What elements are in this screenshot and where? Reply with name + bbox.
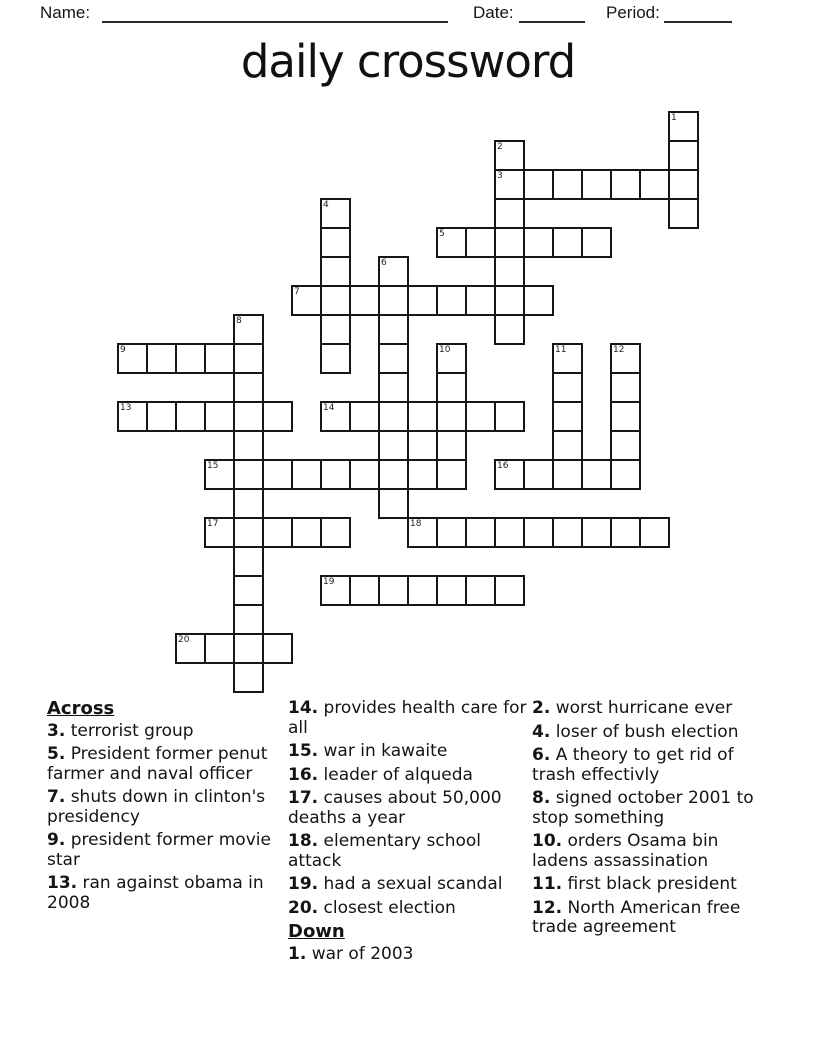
grid-cell-13-1[interactable] (494, 140, 525, 171)
grid-cell-14-14[interactable] (523, 517, 554, 548)
cell-number: 13 (120, 403, 132, 413)
grid-cell-17-12[interactable] (610, 459, 641, 490)
grid-cell-17-14[interactable] (610, 517, 641, 548)
grid-cell-16-14[interactable] (581, 517, 612, 548)
grid-cell-3-18[interactable] (204, 633, 235, 664)
clue-column-across (47, 699, 284, 917)
grid-cell-4-11[interactable] (233, 430, 264, 461)
cell-number: 15 (207, 461, 219, 471)
grid-cell-14-2[interactable] (523, 169, 554, 200)
grid-cell-7-14[interactable] (320, 517, 351, 548)
clue-number: 7. (47, 787, 66, 807)
cell-number: 16 (497, 461, 509, 471)
cell-number: 7 (294, 287, 300, 297)
grid-cell-15-9[interactable] (552, 372, 583, 403)
clue-number: 3. (47, 720, 66, 741)
grid-cell-6-6[interactable] (291, 285, 322, 316)
clue-number: 14. (288, 698, 319, 718)
grid-cell-2-10[interactable] (175, 401, 206, 432)
clue-number: 10. (532, 831, 563, 851)
clue-number: 20. (288, 897, 319, 918)
clue-number: 11. (532, 874, 563, 894)
grid-cell-0-10[interactable] (117, 401, 148, 432)
grid-cell-10-16[interactable] (407, 575, 438, 606)
grid-cell-8-10[interactable] (349, 401, 380, 432)
clue-item: 11. first black president (532, 874, 737, 894)
grid-cell-11-8[interactable] (436, 343, 467, 374)
grid-cell-8-12[interactable] (349, 459, 380, 490)
grid-cell-16-2[interactable] (581, 169, 612, 200)
grid-cell-17-11[interactable] (610, 430, 641, 461)
clue-item: 15. war in kawaite (288, 741, 448, 761)
grid-cell-4-19[interactable] (233, 662, 264, 693)
clue-item: 19. had a sexual scandal (288, 874, 503, 894)
grid-cell-10-14[interactable] (407, 517, 438, 548)
grid-cell-10-12[interactable] (407, 459, 438, 490)
grid-cell-12-14[interactable] (465, 517, 496, 548)
clue-item: 20. closest election (288, 897, 456, 918)
grid-cell-4-9[interactable] (233, 372, 264, 403)
grid-cell-4-8[interactable] (233, 343, 264, 374)
grid-cell-10-10[interactable] (407, 401, 438, 432)
clue-number: 9. (47, 830, 66, 850)
grid-cell-9-16[interactable] (378, 575, 409, 606)
grid-cell-4-12[interactable] (233, 459, 264, 490)
grid-cell-5-18[interactable] (262, 633, 293, 664)
clue-item: 4. loser of bush election (532, 721, 739, 742)
grid-cell-12-6[interactable] (465, 285, 496, 316)
grid-cell-8-6[interactable] (349, 285, 380, 316)
grid-cell-7-16[interactable] (320, 575, 351, 606)
clue-section-header: Down (288, 921, 345, 942)
clue-number: 19. (288, 874, 319, 894)
clue-item: 8. signed october 2001 to stop something (532, 788, 754, 828)
clue-number: 12. (532, 897, 563, 918)
name-label: Name: (40, 3, 91, 22)
grid-cell-17-2[interactable] (610, 169, 641, 200)
cell-number: 4 (323, 200, 329, 210)
clue-item: 13. ran against obama in 2008 (47, 873, 264, 913)
cell-number: 3 (497, 171, 503, 181)
grid-cell-11-4[interactable] (436, 227, 467, 258)
clue-column-down (532, 699, 758, 942)
grid-cell-19-0[interactable] (668, 111, 699, 142)
grid-cell-11-11[interactable] (436, 430, 467, 461)
clue-item: 17. causes about 50,000 deaths a year (288, 788, 502, 828)
grid-cell-16-12[interactable] (581, 459, 612, 490)
clue-number: 6. (532, 745, 551, 765)
grid-cell-5-10[interactable] (262, 401, 293, 432)
grid-cell-7-8[interactable] (320, 343, 351, 374)
grid-cell-9-7[interactable] (378, 314, 409, 345)
grid-cell-17-10[interactable] (610, 401, 641, 432)
grid-cell-19-3[interactable] (668, 198, 699, 229)
clue-item: 7. shuts down in clinton's presidency (47, 787, 266, 827)
grid-cell-9-6[interactable] (378, 285, 409, 316)
grid-cell-14-6[interactable] (523, 285, 554, 316)
cell-number: 20 (178, 635, 190, 645)
grid-cell-16-4[interactable] (581, 227, 612, 258)
grid-cell-13-5[interactable] (494, 256, 525, 287)
grid-cell-18-2[interactable] (639, 169, 670, 200)
clue-item: 12. North American free trade agreement (532, 897, 741, 937)
grid-cell-7-5[interactable] (320, 256, 351, 287)
clue-number: 1. (288, 943, 307, 964)
cell-number: 9 (120, 345, 126, 355)
cell-number: 2 (497, 142, 503, 152)
grid-cell-13-14[interactable] (494, 517, 525, 548)
grid-cell-17-8[interactable] (610, 343, 641, 374)
date-label: Date: (473, 3, 514, 22)
grid-cell-2-18[interactable] (175, 633, 206, 664)
grid-cell-15-8[interactable] (552, 343, 583, 374)
grid-cell-7-4[interactable] (320, 227, 351, 258)
cell-number: 17 (207, 519, 219, 529)
crossword-grid (118, 112, 700, 694)
grid-cell-6-12[interactable] (291, 459, 322, 490)
period-label: Period: (606, 3, 660, 22)
clue-item: 2. worst hurricane ever (532, 698, 733, 718)
grid-cell-11-14[interactable] (436, 517, 467, 548)
grid-cell-7-6[interactable] (320, 285, 351, 316)
grid-cell-13-10[interactable] (494, 401, 525, 432)
grid-cell-12-16[interactable] (465, 575, 496, 606)
grid-cell-11-16[interactable] (436, 575, 467, 606)
grid-cell-4-13[interactable] (233, 488, 264, 519)
cell-number: 18 (410, 519, 422, 529)
grid-cell-9-11[interactable] (378, 430, 409, 461)
grid-cell-12-10[interactable] (465, 401, 496, 432)
cell-number: 1 (671, 113, 677, 123)
clue-number: 5. (47, 744, 66, 764)
cell-number: 19 (323, 577, 335, 587)
grid-cell-6-14[interactable] (291, 517, 322, 548)
name-blank-line[interactable] (102, 21, 448, 23)
grid-cell-15-10[interactable] (552, 401, 583, 432)
grid-cell-15-4[interactable] (552, 227, 583, 258)
grid-cell-13-12[interactable] (494, 459, 525, 490)
clue-item: 3. terrorist group (47, 720, 194, 741)
cell-number: 14 (323, 403, 335, 413)
clue-number: 17. (288, 788, 319, 808)
page-title: daily crossword (240, 35, 576, 88)
grid-cell-9-5[interactable] (378, 256, 409, 287)
clue-item: 1. war of 2003 (288, 943, 414, 964)
grid-cell-14-4[interactable] (523, 227, 554, 258)
grid-cell-15-11[interactable] (552, 430, 583, 461)
grid-cell-7-7[interactable] (320, 314, 351, 345)
clue-number: 2. (532, 698, 551, 718)
grid-cell-15-12[interactable] (552, 459, 583, 490)
clue-item: 5. President former penut farmer and naval officer (47, 744, 268, 784)
grid-cell-13-6[interactable] (494, 285, 525, 316)
grid-cell-4-18[interactable] (233, 633, 264, 664)
grid-cell-17-9[interactable] (610, 372, 641, 403)
grid-cell-0-8[interactable] (117, 343, 148, 374)
grid-cell-13-7[interactable] (494, 314, 525, 345)
cell-number: 8 (236, 316, 242, 326)
grid-cell-5-12[interactable] (262, 459, 293, 490)
grid-cell-11-12[interactable] (436, 459, 467, 490)
grid-cell-9-9[interactable] (378, 372, 409, 403)
clue-number: 15. (288, 741, 319, 761)
period-blank-line[interactable] (664, 21, 732, 23)
clue-number: 13. (47, 873, 78, 893)
grid-cell-19-1[interactable] (668, 140, 699, 171)
grid-cell-3-14[interactable] (204, 517, 235, 548)
grid-cell-15-14[interactable] (552, 517, 583, 548)
grid-cell-11-10[interactable] (436, 401, 467, 432)
grid-cell-15-2[interactable] (552, 169, 583, 200)
cell-number: 5 (439, 229, 445, 239)
grid-cell-13-2[interactable] (494, 169, 525, 200)
grid-cell-19-2[interactable] (668, 169, 699, 200)
grid-cell-4-16[interactable] (233, 575, 264, 606)
clue-item: 6. A theory to get rid of trash effectivly (532, 745, 734, 785)
grid-cell-7-12[interactable] (320, 459, 351, 490)
grid-cell-9-8[interactable] (378, 343, 409, 374)
grid-cell-1-10[interactable] (146, 401, 177, 432)
grid-cell-4-15[interactable] (233, 546, 264, 577)
grid-cell-13-4[interactable] (494, 227, 525, 258)
grid-cell-12-4[interactable] (465, 227, 496, 258)
clue-item: 18. elementary school attack (288, 831, 482, 871)
grid-cell-3-12[interactable] (204, 459, 235, 490)
grid-cell-13-16[interactable] (494, 575, 525, 606)
grid-cell-1-8[interactable] (146, 343, 177, 374)
grid-cell-8-16[interactable] (349, 575, 380, 606)
grid-cell-14-12[interactable] (523, 459, 554, 490)
grid-cell-9-13[interactable] (378, 488, 409, 519)
clue-number: 8. (532, 788, 551, 808)
grid-cell-9-10[interactable] (378, 401, 409, 432)
grid-cell-10-6[interactable] (407, 285, 438, 316)
clue-column-middle (288, 699, 531, 968)
clue-section-header: Across (47, 698, 115, 719)
cell-number: 6 (381, 258, 387, 268)
grid-cell-7-10[interactable] (320, 401, 351, 432)
clue-number: 18. (288, 831, 319, 851)
grid-cell-2-8[interactable] (175, 343, 206, 374)
grid-cell-3-8[interactable] (204, 343, 235, 374)
grid-cell-4-14[interactable] (233, 517, 264, 548)
grid-cell-3-10[interactable] (204, 401, 235, 432)
clue-item: 16. leader of alqueda (288, 764, 473, 785)
grid-cell-4-17[interactable] (233, 604, 264, 635)
cell-number: 11 (555, 345, 567, 355)
grid-cell-4-7[interactable] (233, 314, 264, 345)
cell-number: 12 (613, 345, 625, 355)
grid-cell-13-3[interactable] (494, 198, 525, 229)
grid-cell-9-12[interactable] (378, 459, 409, 490)
grid-cell-18-14[interactable] (639, 517, 670, 548)
clue-item: 9. president former movie star (47, 830, 271, 870)
date-blank-line[interactable] (519, 21, 585, 23)
clue-item: 14. provides health care for all (288, 698, 527, 738)
clue-number: 16. (288, 764, 319, 785)
clue-item: 10. orders Osama bin ladens assassination (532, 831, 719, 871)
grid-cell-11-9[interactable] (436, 372, 467, 403)
grid-cell-11-6[interactable] (436, 285, 467, 316)
clue-number: 4. (532, 721, 551, 742)
grid-cell-7-3[interactable] (320, 198, 351, 229)
cell-number: 10 (439, 345, 451, 355)
grid-cell-5-14[interactable] (262, 517, 293, 548)
grid-cell-4-10[interactable] (233, 401, 264, 432)
